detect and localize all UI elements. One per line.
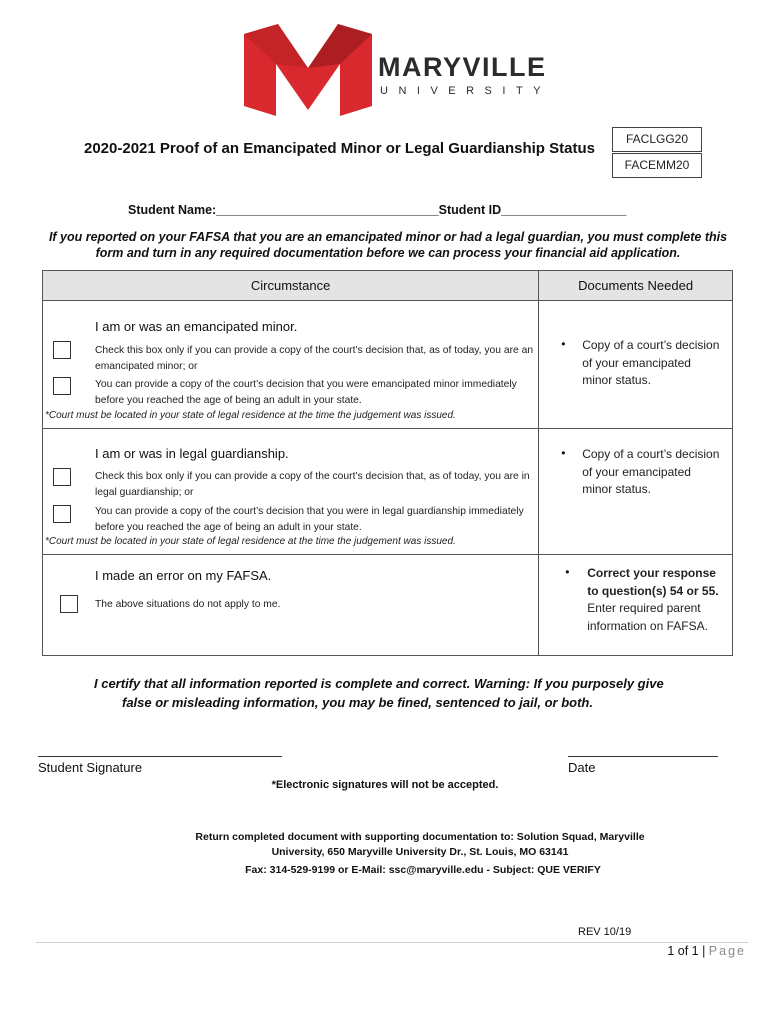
student-name-field[interactable]: ________________________________ — [216, 203, 439, 217]
date-label: Date — [568, 760, 596, 775]
logo-subtitle: UNIVERSITY — [380, 85, 552, 97]
emancipated-past-checkbox[interactable] — [53, 377, 71, 395]
row-heading: I made an error on my FAFSA. — [95, 568, 272, 583]
date-field[interactable] — [568, 756, 718, 757]
row-heading: I am or was an emancipated minor. — [95, 319, 298, 334]
guardianship-past-checkbox[interactable] — [53, 505, 71, 523]
instructions-text: If you reported on your FAFSA that you are an emancipated minor or had a legal guardian, you must complete this form and turn in any required documentation before we can process your financial aid application. — [48, 230, 728, 260]
logo-name: MARYVILLE — [378, 52, 547, 82]
table-header-row — [43, 271, 733, 301]
student-id-field[interactable]: __________________ — [501, 203, 627, 217]
bullet-icon: • — [561, 446, 566, 460]
guardianship-current-checkbox[interactable] — [53, 468, 71, 486]
option-text: The above situations do not apply to me. — [95, 599, 281, 610]
bullet-icon: • — [561, 337, 566, 351]
form-code-2: FACEMM20 — [612, 153, 702, 178]
court-note: *Court must be located in your state of legal residence at the time the judgement was issued. — [45, 536, 456, 547]
return-instructions — [0, 830, 770, 860]
contact-fax-email: Fax: 314-529-9199 or E-Mail: ssc@maryville.edu - Subject: QUE VERIFY — [245, 864, 601, 876]
footer-divider — [36, 942, 748, 943]
fafsa-error-checkbox[interactable] — [60, 595, 78, 613]
student-info-line — [128, 203, 626, 217]
table-row — [43, 555, 733, 656]
form-title: 2020-2021 Proof of an Emancipated Minor or Legal Guardianship Status — [84, 140, 595, 157]
option-text: You can provide a copy of the court’s decision that you were in legal guardianship immediately before you reached the age of being an adult in your state. — [95, 506, 524, 533]
emancipated-current-checkbox[interactable] — [53, 341, 71, 359]
student-name-label: Student Name: — [128, 203, 217, 217]
certification-statement — [94, 674, 684, 712]
option-text: Check this box only if you can provide a copy of the court’s decision that, as of today, you are in legal guardianship; or — [95, 471, 530, 498]
documents-text: Copy of a court’s decision of your emancipated minor status. — [582, 338, 720, 387]
documents-text: Enter required parent information on FAFSA. — [587, 601, 708, 633]
page-number — [667, 944, 746, 958]
header-documents-needed: Documents Needed — [539, 271, 733, 301]
option-text: You can provide a copy of the court’s decision that you were emancipated minor immediately before you reached the age of being an adult in your state. — [95, 379, 517, 406]
option-text: Check this box only if you can provide a copy of the court’s decision that, as of today, you are an emancipated minor; or — [95, 345, 534, 372]
student-signature-field[interactable] — [38, 756, 282, 757]
electronic-signature-note: *Electronic signatures will not be accepted. — [271, 779, 499, 791]
documents-text-bold: Correct your response to question(s) 54 or 55. — [587, 566, 719, 598]
maryville-logo — [244, 24, 552, 120]
student-signature-label: Student Signature — [38, 760, 143, 775]
student-id-label: Student ID — [438, 203, 502, 217]
certification-line-2: false or misleading information, you may be fined, sentenced to jail, or both. — [122, 695, 593, 710]
revision-label: REV 10/19 — [578, 926, 632, 938]
table-row — [43, 301, 733, 429]
header-circumstance: Circumstance — [43, 271, 539, 301]
certification-line-1: I certify that all information reported is complete and correct. Warning: If you purposely give — [94, 676, 664, 691]
return-line-1: Return completed document with supporting documentation to: Solution Squad, Maryville — [195, 831, 645, 843]
return-line-2: University, 650 Maryville University Dr., St. Louis, MO 63141 — [271, 846, 569, 858]
documents-text: Copy of a court’s decision of your emancipated minor status. — [582, 447, 720, 496]
page-word: Page — [708, 944, 746, 958]
form-code-1: FACLGG20 — [612, 127, 702, 152]
circumstance-table — [42, 270, 733, 656]
bullet-icon: • — [565, 565, 570, 579]
page-count: 1 of 1 | — [667, 944, 709, 958]
maryville-m-logo-icon — [244, 24, 372, 116]
court-note: *Court must be located in your state of legal residence at the time the judgement was issued. — [45, 410, 456, 421]
row-heading: I am or was in legal guardianship. — [95, 446, 289, 461]
table-row — [43, 429, 733, 555]
